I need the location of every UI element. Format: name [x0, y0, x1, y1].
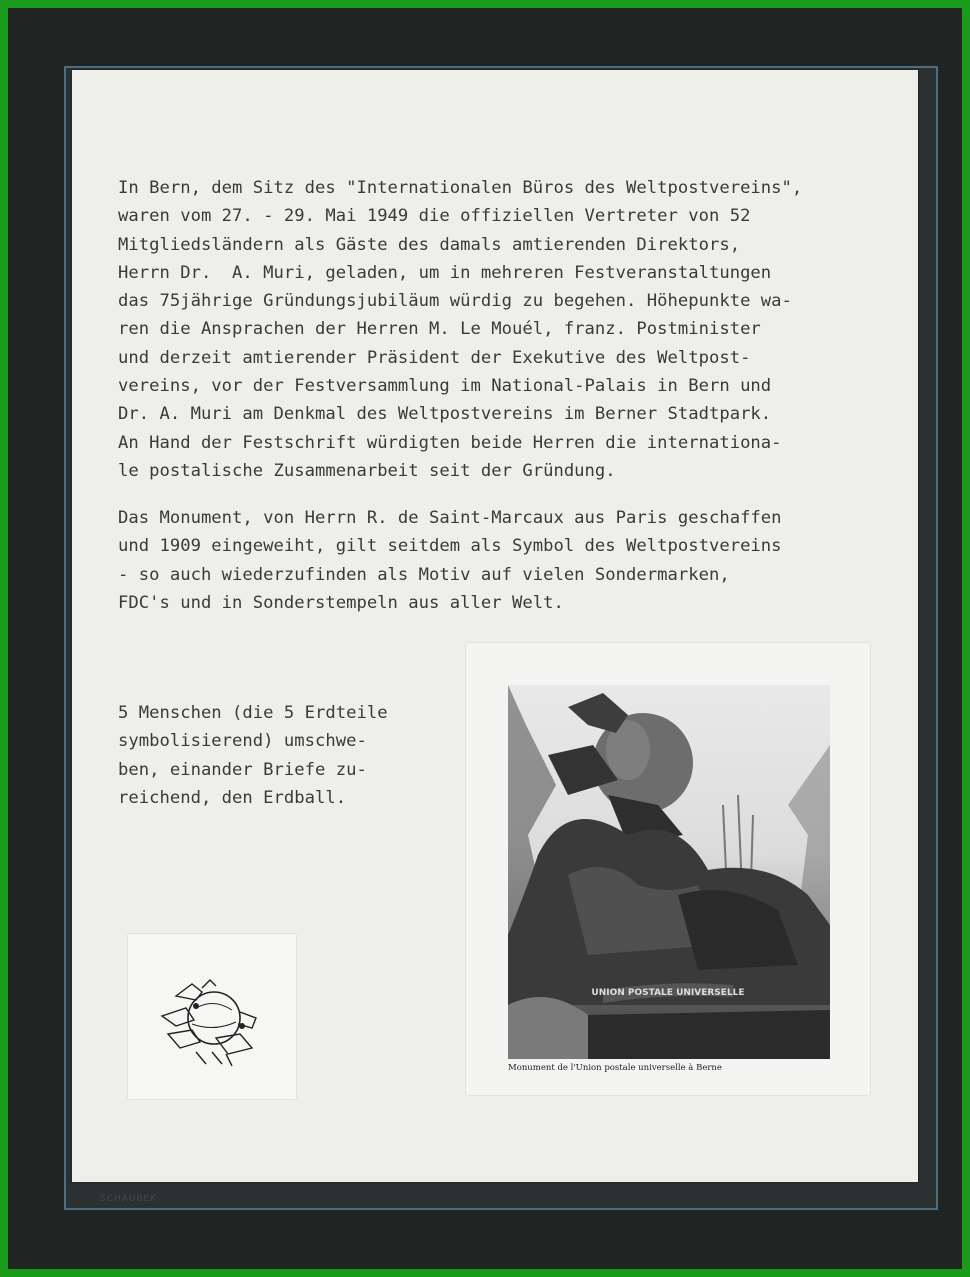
monument-photo [508, 685, 830, 1059]
monument-paragraph: Das Monument, von Herrn R. de Saint-Marcaux aus Paris geschaffen und 1909 eingeweiht, gilt seitdem als Symbol des Weltpostvereins - so auch wiederzufinden als Motiv auf vielen Sondermarken, FDC's und in Sonderstempeln aus aller Welt. [118, 508, 782, 613]
emblem-card [128, 934, 296, 1099]
photo-caption: Monument de l'Union postale universelle à Berne [508, 1063, 722, 1073]
upu-monument-emblem-icon [156, 968, 266, 1068]
intro-paragraph: In Bern, dem Sitz des "Internationalen Büros des Weltpostvereins", waren vom 27. - 29. Mai 1949 die offiziellen Vertreter von 52 Mitgliedsländern als Gäste des damals amtierenden Direktors, Herrn Dr. A. Muri, geladen, um in mehreren Festveranstaltungen das 75jährige Gründungsjubiläum würdig zu begehen. Höhepunkte wa- ren die Ansprachen der Herren M. Le Mouél, franz. Postminister und derzeit amtierender Präsident der Exekutive des Weltpost- vereins, vor der Festversammlung im National-Palais in Bern und Dr. A. Muri am Denkmal des Weltpostvereins im Berner Stadtpark. An Hand der Festschrift würdigten beide Herren die internationa- le postalische Zusammenarbeit seit der Gründung. [118, 178, 803, 481]
monument-inscription: UNION POSTALE UNIVERSELLE [591, 988, 745, 998]
side-note: 5 Menschen (die 5 Erdteile symbolisierend) umschwe- ben, einander Briefe zu- reichend, den Erdball. [118, 703, 388, 808]
monument-photo-card [466, 643, 870, 1095]
monument-illustration [508, 685, 830, 1059]
album-brand-imprint: SCHAUBEK [100, 1194, 158, 1204]
document-sheet [72, 70, 918, 1182]
